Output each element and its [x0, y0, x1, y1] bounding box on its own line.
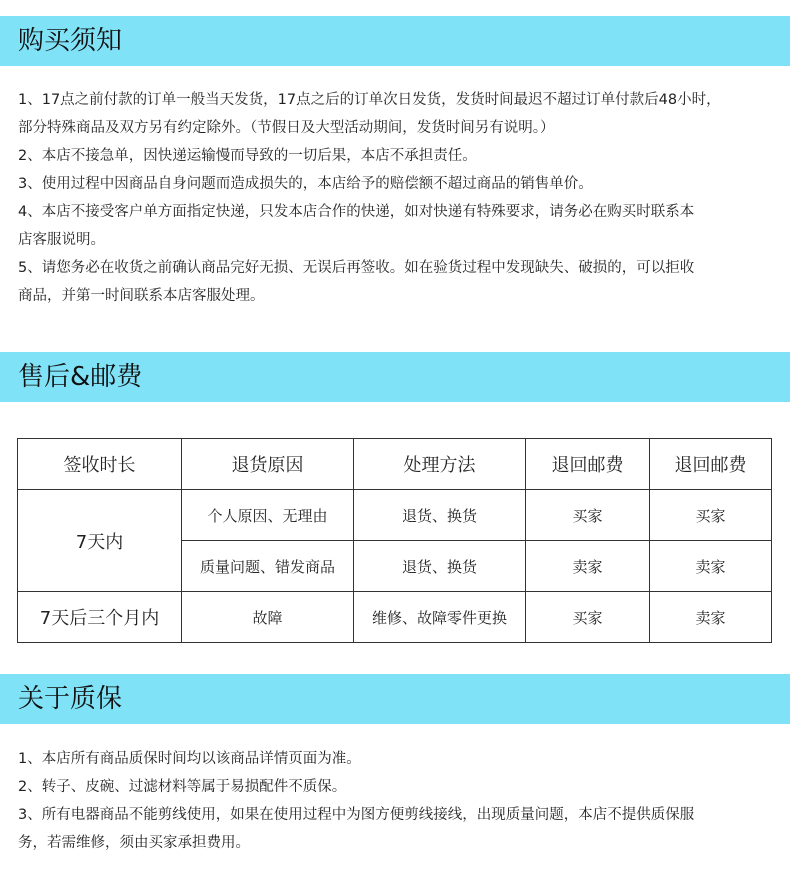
aftersale-table: [17, 438, 772, 643]
reason-cell: 故障: [182, 592, 354, 643]
column-header: 处理方法: [354, 439, 526, 490]
table-row: [18, 592, 772, 643]
section-title: 关于质保: [18, 684, 123, 714]
reason-cell: 质量问题、错发商品: [182, 541, 354, 592]
notice-text: [18, 86, 778, 310]
table-row: [18, 490, 772, 541]
fee-cell: 买家: [650, 490, 772, 541]
warranty-line: 务，若需维修，须由买家承担费用。: [18, 835, 250, 851]
notice-line: 3、使用过程中因商品自身问题而造成损失的，本店给予的赔偿额不超过商品的销售单价。: [18, 176, 593, 192]
column-header: 退回邮费: [526, 439, 650, 490]
method-cell: 退货、换货: [354, 490, 526, 541]
section-title: 售后&邮费: [18, 362, 143, 392]
notice-line: 5、请您务必在收货之前确认商品完好无损、无误后再签收。如在验货过程中发现缺失、破损的，可以拒收: [18, 260, 695, 276]
column-header: 签收时长: [18, 439, 182, 490]
warranty-line: 1、本店所有商品质保时间均以该商品详情页面为准。: [18, 751, 361, 767]
warranty-line: 2、转子、皮碗、过滤材料等属于易损配件不质保。: [18, 779, 347, 795]
fee-cell: 买家: [526, 592, 650, 643]
period-cell: 7天内: [18, 490, 182, 592]
method-cell: 维修、故障零件更换: [354, 592, 526, 643]
section-header-notice: [0, 16, 790, 66]
notice-line: 店客服说明。: [18, 232, 105, 248]
section-header-warranty: [0, 674, 790, 724]
fee-cell: 卖家: [650, 541, 772, 592]
section-header-aftersale: [0, 352, 790, 402]
warranty-text: [18, 745, 778, 857]
column-header: 退回邮费: [650, 439, 772, 490]
column-header: 退货原因: [182, 439, 354, 490]
fee-cell: 买家: [526, 490, 650, 541]
reason-cell: 个人原因、无理由: [182, 490, 354, 541]
method-cell: 退货、换货: [354, 541, 526, 592]
section-title: 购买须知: [18, 26, 123, 56]
warranty-line: 3、所有电器商品不能剪线使用，如果在使用过程中为图方便剪线接线，出现质量问题，本店不提供质保服: [18, 807, 695, 823]
notice-line: 商品，并第一时间联系本店客服处理。: [18, 288, 265, 304]
notice-line: 1、17点之前付款的订单一般当天发货，17点之后的订单次日发货，发货时间最迟不超过订单付款后48小时，: [18, 92, 721, 108]
notice-line: 2、本店不接急单，因快递运输慢而导致的一切后果，本店不承担责任。: [18, 148, 477, 164]
notice-line: 4、本店不接受客户单方面指定快递，只发本店合作的快递，如对快递有特殊要求，请务必在购买时联系本: [18, 204, 695, 220]
table-header-row: [18, 439, 772, 490]
fee-cell: 卖家: [650, 592, 772, 643]
notice-line: 部分特殊商品及双方另有约定除外。（节假日及大型活动期间，发货时间另有说明。）: [18, 120, 555, 136]
period-cell: 7天后三个月内: [18, 592, 182, 643]
fee-cell: 卖家: [526, 541, 650, 592]
